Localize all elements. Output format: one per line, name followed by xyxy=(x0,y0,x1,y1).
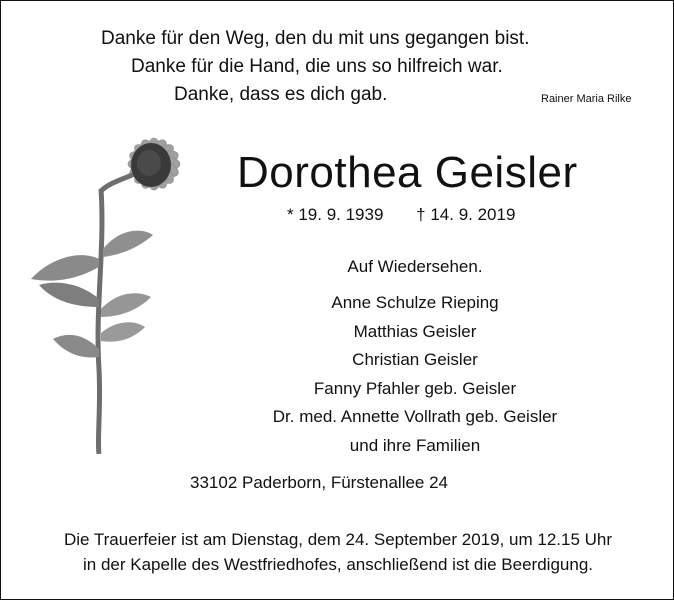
sunflower-icon xyxy=(19,109,189,454)
birth-date: * 19. 9. 1939 xyxy=(287,205,384,224)
address: 33102 Paderborn, Fürstenallee 24 xyxy=(190,473,449,492)
family-member: Dr. med. Annette Vollrath geb. Geisler xyxy=(272,407,558,426)
death-date: † 14. 9. 2019 xyxy=(416,205,516,224)
family-list xyxy=(237,289,593,460)
service-line-2: in der Kapelle des Westfriedhofes, anschließend ist die Beerdigung. xyxy=(83,555,593,574)
service-notice xyxy=(1,527,674,577)
family-member: Matthias Geisler xyxy=(353,321,477,341)
deceased-name: Dorothea Geisler xyxy=(237,148,578,197)
poem-line-2: Danke für die Hand, die uns so hilfreich war. xyxy=(131,56,503,77)
family-member: Fanny Pfahler geb. Geisler xyxy=(313,378,517,398)
poem-line-3: Danke, dass es dich gab. xyxy=(174,84,388,105)
family-member: und ihre Familien xyxy=(349,435,481,455)
farewell-text: Auf Wiedersehen. xyxy=(347,257,483,276)
poem-author: Rainer Maria Rilke xyxy=(541,93,632,105)
family-member: Anne Schulze Rieping xyxy=(331,293,499,312)
service-line-1: Die Trauerfeier ist am Dienstag, dem 24. September 2019, um 12.15 Uhr xyxy=(63,530,613,549)
poem-line-1: Danke für den Weg, den du mit uns gegangen bist. xyxy=(101,28,530,49)
family-member: Christian Geisler xyxy=(352,350,478,369)
life-dates xyxy=(287,205,515,225)
